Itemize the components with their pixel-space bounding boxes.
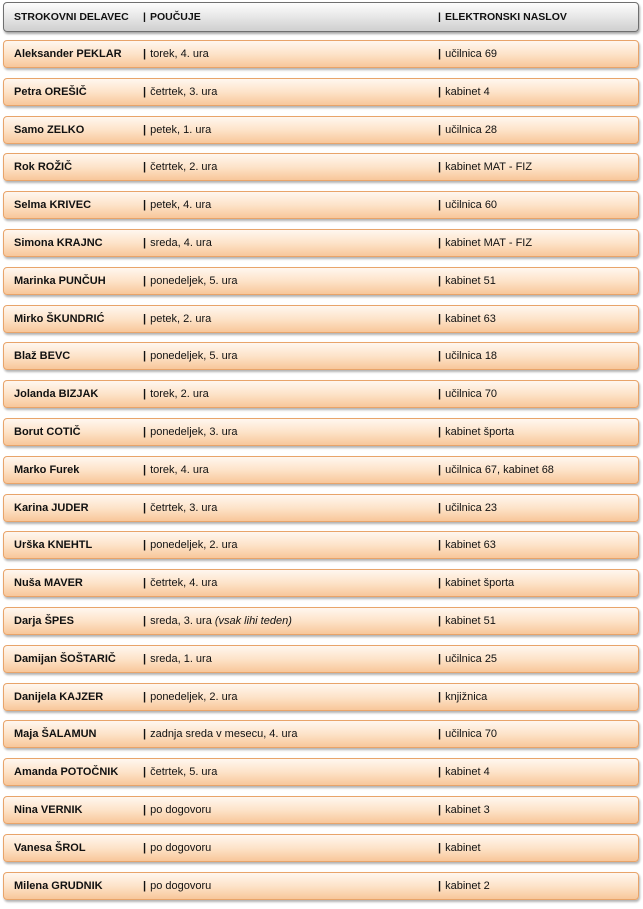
staff-name: Nina VERNIK [14,803,83,816]
table-row [3,40,639,68]
column-separator: | [438,728,442,741]
location-cell [438,117,497,143]
column-separator: | [438,85,442,98]
table-row [3,380,639,408]
column-separator: | [143,350,147,363]
consultation-time-cell [143,268,238,294]
location-cell [438,343,497,369]
consultation-time-cell [143,797,211,823]
location-cell [438,41,497,67]
consultation-time: ponedeljek, 2. ura [150,690,238,703]
table-row [3,758,639,786]
consultation-time-cell [143,608,292,634]
staff-name-cell [14,41,122,67]
table-header [3,2,639,32]
column-separator: | [438,48,442,60]
column-separator: | [438,766,442,779]
location-cell [438,532,496,558]
location: kabinet športa [445,425,515,438]
staff-name-cell [14,495,89,521]
consultation-time: po dogovoru [150,841,212,854]
location: učilnica 70 [445,728,498,741]
consultation-time: torek, 4. ura [150,463,209,476]
consultation-time-cell [143,154,217,180]
column-separator: | [438,501,442,514]
staff-name-cell [14,721,97,747]
staff-name-cell [14,797,82,823]
consultation-time: po dogovoru [150,803,212,816]
location: kabinet 4 [445,766,490,779]
staff-name: Mirko ŠKUNDRIĆ [14,312,105,325]
staff-name: Simona KRAJNC [14,236,103,249]
consultation-time: sreda, 3. ura [150,614,212,627]
staff-name: Aleksander PEKLAR [14,48,122,60]
staff-name-cell [14,192,91,218]
consultation-time-cell [143,495,217,521]
location: kabinet MAT - FIZ [445,236,533,249]
consultation-time-cell [143,873,211,899]
consultation-time: četrtek, 3. ura [150,501,218,514]
staff-name-cell [14,79,87,105]
consultation-time: ponedeljek, 3. ura [150,425,238,438]
column-separator: | [143,501,147,514]
location-cell [438,154,532,180]
column-separator: | [438,879,442,892]
staff-name: Danijela KAJZER [14,690,104,703]
column-separator: | [438,690,442,703]
header-staff [14,3,129,31]
consultation-time: petek, 1. ura [150,123,212,136]
consultation-time: četrtek, 2. ura [150,161,218,174]
location-cell [438,192,497,218]
column-separator: | [143,690,147,703]
location-cell [438,268,496,294]
column-separator: | [143,841,147,854]
consultation-time-cell [143,306,211,332]
location: kabinet 2 [445,879,490,892]
staff-name: Petra OREŠIČ [14,85,87,98]
consultation-time-cell [143,457,209,483]
header-address [438,3,567,31]
location-cell [438,381,497,407]
table-row [3,607,639,635]
consultation-time-cell [143,79,217,105]
staff-name-cell [14,117,84,143]
location: učilnica 23 [445,501,498,514]
column-separator: | [143,425,147,438]
column-separator: | [438,199,442,212]
column-separator: | [143,614,147,627]
column-separator: | [143,652,147,665]
column-separator: | [143,312,147,325]
table-row [3,796,639,824]
consultation-time-cell [143,381,209,407]
location-cell [438,759,490,785]
consultation-time: ponedeljek, 5. ura [150,274,238,287]
consultation-time-cell [143,570,217,596]
location-cell [438,495,497,521]
location: kabinet [445,841,481,854]
location: kabinet 63 [445,312,496,325]
header-teaches [143,3,201,31]
table-row [3,191,639,219]
location-cell [438,306,496,332]
staff-name-cell [14,608,74,634]
table-row [3,116,639,144]
table-row [3,418,639,446]
column-separator: | [143,879,147,892]
column-separator: | [438,236,442,249]
consultation-time-cell [143,721,297,747]
consultation-time-cell [143,835,211,861]
table-row [3,494,639,522]
staff-name: Rok ROŽIČ [14,161,73,174]
consultation-time: četrtek, 4. ura [150,577,218,590]
staff-name: Milena GRUDNIK [14,879,103,892]
column-separator: | [438,803,442,816]
consultation-time: po dogovoru [150,879,212,892]
column-separator: | [438,312,442,325]
staff-name-cell [14,268,106,294]
table-row [3,229,639,257]
staff-name: Maja ŠALAMUN [14,728,97,741]
column-separator: | [143,766,147,779]
location: učilnica 67, kabinet 68 [445,463,554,476]
header-staff-label: STROKOVNI DELAVEC [14,11,129,23]
location-cell [438,419,514,445]
column-separator: | [438,350,442,363]
column-separator: | [143,161,147,174]
consultation-time-cell [143,646,212,672]
table-row [3,569,639,597]
consultation-time: ponedeljek, 5. ura [150,350,238,363]
consultation-time-cell [143,759,217,785]
staff-name: Marko Furek [14,463,80,476]
staff-name-cell [14,343,70,369]
location: kabinet športa [445,577,515,590]
location-cell [438,646,497,672]
staff-name: Karina JUDER [14,501,89,514]
consultation-time: sreda, 4. ura [150,236,212,249]
consultation-time: četrtek, 3. ura [150,85,218,98]
column-separator: | [438,614,442,627]
column-separator: | [438,161,442,174]
table-row [3,153,639,181]
location-cell [438,873,490,899]
location-cell [438,797,490,823]
column-separator: | [143,463,147,476]
consultation-time-cell [143,117,211,143]
consultation-time-cell [143,684,238,710]
staff-name-cell [14,457,79,483]
staff-name: Damijan ŠOŠTARIČ [14,652,116,665]
staff-name: Selma KRIVEC [14,199,92,212]
consultation-time-cell [143,41,209,67]
staff-name-cell [14,835,86,861]
column-separator: | [143,199,147,212]
staff-name: Blaž BEVC [14,350,71,363]
staff-name: Darja ŠPES [14,614,74,627]
location: kabinet 3 [445,803,490,816]
column-separator: | [143,388,147,401]
table-row [3,531,639,559]
table-row [3,342,639,370]
consultation-time: petek, 2. ura [150,312,212,325]
column-separator: | [438,577,442,590]
column-separator: | [438,274,442,287]
table-row [3,456,639,484]
consultation-table [3,2,639,909]
consultation-time: četrtek, 5. ura [150,766,218,779]
consultation-note: (vsak lihi teden) [214,614,292,627]
location: kabinet MAT - FIZ [445,161,533,174]
staff-name-cell [14,532,92,558]
header-teaches-label: POUČUJE [149,11,201,23]
staff-name-cell [14,154,72,180]
table-row [3,683,639,711]
consultation-time-cell [143,192,211,218]
table-row [3,645,639,673]
staff-name-cell [14,570,83,596]
table-body [3,40,639,900]
column-separator: | [438,463,442,476]
table-row [3,834,639,862]
staff-name: Jolanda BIZJAK [14,388,99,401]
staff-name-cell [14,646,116,672]
staff-name-cell [14,419,81,445]
consultation-time-cell [143,532,238,558]
staff-name-cell [14,684,103,710]
location: učilnica 25 [445,652,498,665]
staff-name: Marinka PUNČUH [14,274,106,287]
location: kabinet 51 [445,614,496,627]
location: učilnica 69 [445,48,498,60]
column-separator: | [438,652,442,665]
location-cell [438,79,490,105]
column-separator: | [438,11,441,23]
staff-name-cell [14,381,98,407]
column-separator: | [438,425,442,438]
location-cell [438,835,481,861]
location: učilnica 18 [445,350,498,363]
staff-name: Samo ZELKO [14,123,85,136]
consultation-time: petek, 4. ura [150,199,212,212]
column-separator: | [143,48,147,60]
location: učilnica 60 [445,199,498,212]
consultation-time: torek, 4. ura [150,48,209,60]
column-separator: | [143,123,147,136]
location-cell [438,608,496,634]
staff-name-cell [14,230,103,256]
location-cell [438,684,487,710]
location: knjižnica [445,690,488,703]
column-separator: | [438,123,442,136]
location: učilnica 70 [445,388,498,401]
consultation-time-cell [143,419,238,445]
location: učilnica 28 [445,123,498,136]
location: kabinet 4 [445,85,490,98]
column-separator: | [438,388,442,401]
column-separator: | [438,841,442,854]
column-separator: | [438,539,442,552]
location-cell [438,570,514,596]
consultation-time: ponedeljek, 2. ura [150,539,238,552]
location-cell [438,721,497,747]
consultation-time: sreda, 1. ura [150,652,212,665]
consultation-time: zadnja sreda v mesecu, 4. ura [150,728,298,741]
staff-name-cell [14,759,118,785]
consultation-time-cell [143,230,212,256]
staff-name: Amanda POTOČNIK [14,766,119,779]
table-row [3,267,639,295]
staff-name: Borut COTIČ [14,425,81,438]
staff-name-cell [14,306,104,332]
staff-name: Urška KNEHTL [14,539,93,552]
column-separator: | [143,274,147,287]
location: kabinet 63 [445,539,496,552]
table-row [3,872,639,900]
column-separator: | [143,803,147,816]
column-separator: | [143,236,147,249]
table-row [3,78,639,106]
column-separator: | [143,728,147,741]
column-separator: | [143,539,147,552]
header-address-label: ELEKTRONSKI NASLOV [444,11,567,23]
consultation-time-cell [143,343,238,369]
column-separator: | [143,11,146,23]
table-row [3,305,639,333]
staff-name: Nuša MAVER [14,577,83,590]
location-cell [438,457,554,483]
consultation-time: torek, 2. ura [150,388,209,401]
location: kabinet 51 [445,274,496,287]
location-cell [438,230,532,256]
staff-name: Vanesa ŠROL [14,841,86,854]
column-separator: | [143,577,147,590]
table-row [3,720,639,748]
staff-name-cell [14,873,103,899]
column-separator: | [143,85,147,98]
